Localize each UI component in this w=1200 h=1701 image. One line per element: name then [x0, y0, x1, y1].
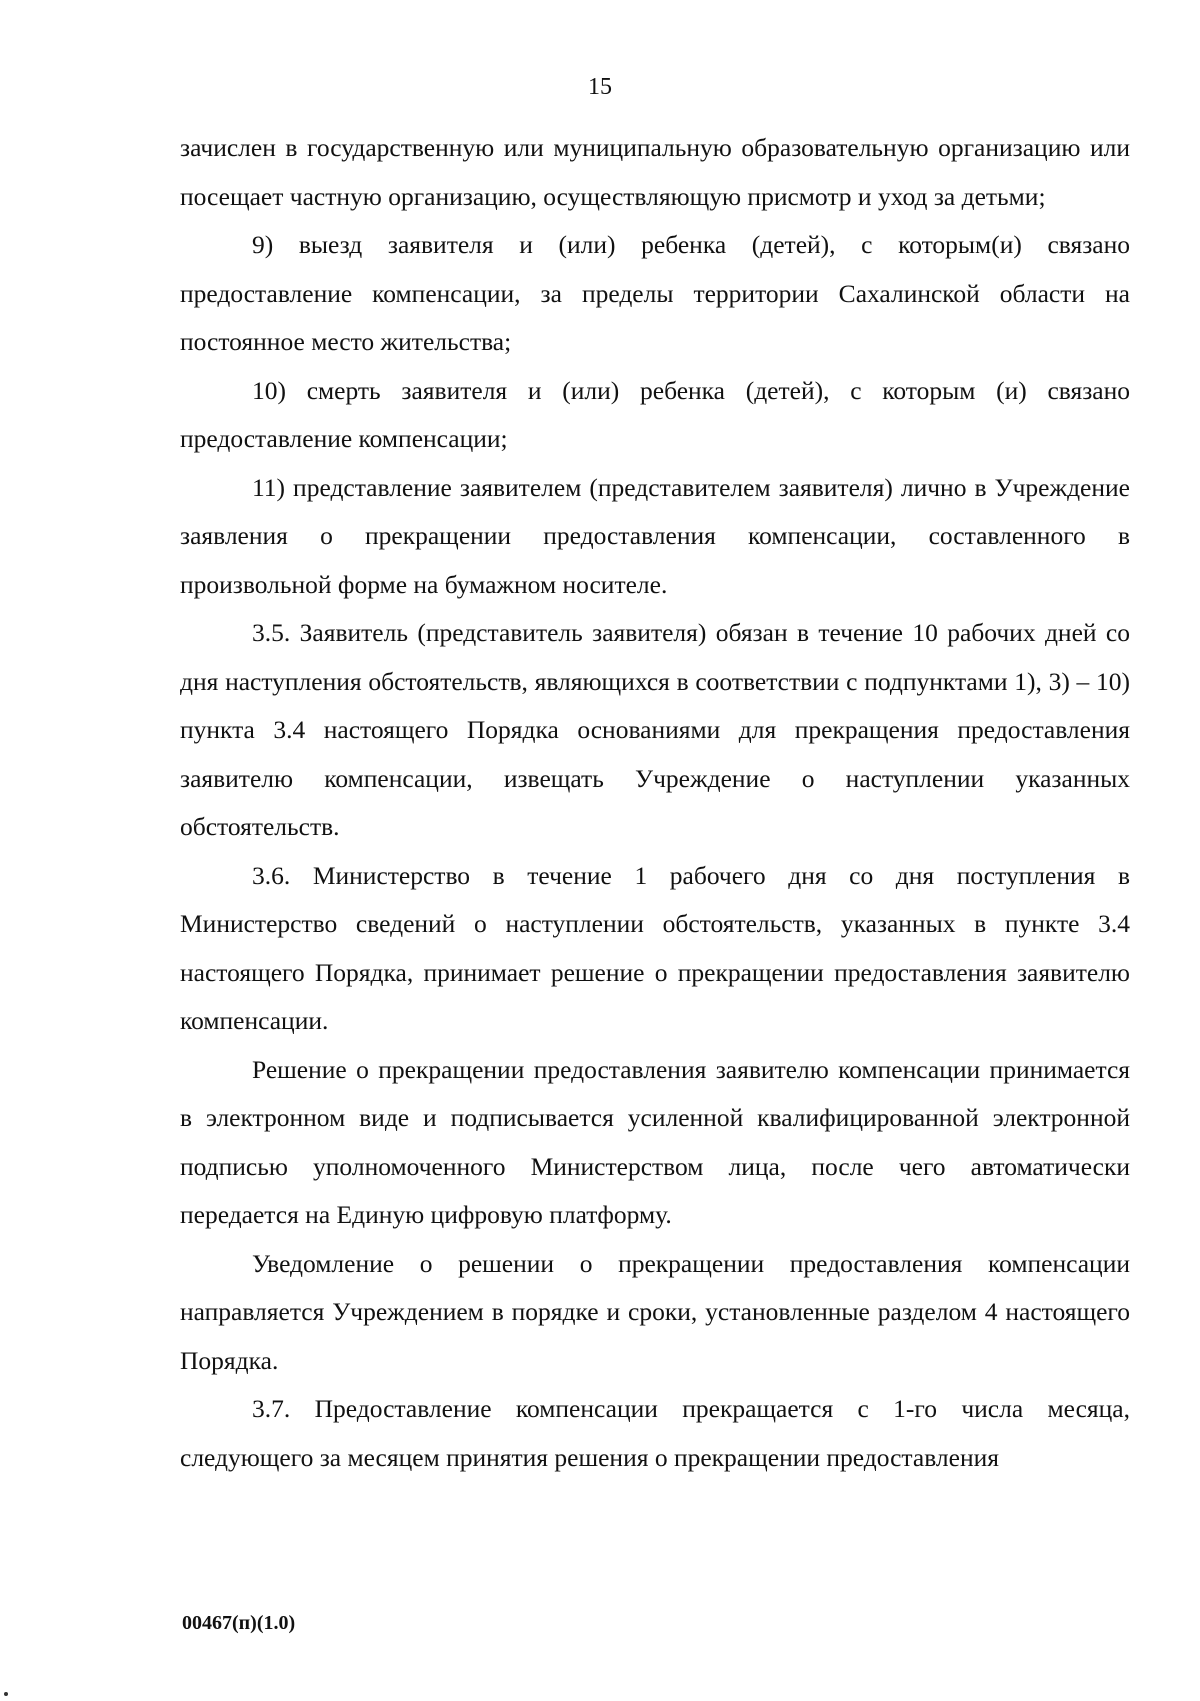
paragraph-decision: Решение о прекращении предоставления заявителю компенсации принимается в электронном виде и подписывается усиленной квалифицированной электронной подписью уполномоченного Министерством лица, после чего автоматически передается на Единую цифровую платформу. — [180, 1054, 1130, 1229]
paragraph-3-6: 3.6. Министерство в течение 1 рабочего дня со дня поступления в Министерство сведений о наступлении обстоятельств, указанных в пункте 3.4 настоящего Порядка, принимает решение о прекращении предоставления заявителю компенсации. — [180, 860, 1130, 1035]
document-body — [180, 124, 1130, 1482]
paragraph-3-7: 3.7. Предоставление компенсации прекращается с 1-го числа месяца, следующего за месяцем принятия решения о прекращении предоставления — [180, 1394, 1130, 1472]
paragraph-item-11: 11) представление заявителем (представителем заявителя) лично в Учреждение заявления о прекращении предоставления компенсации, составленного в произвольной форме на бумажном носителе. — [180, 472, 1130, 599]
paragraph-item-9: 9) выезд заявителя и (или) ребенка (детей), с которым(и) связано предоставление компенсации, за пределы территории Сахалинской области на постоянное место жительства; — [180, 230, 1130, 356]
paragraph-item-10: 10) смерть заявителя и (или) ребенка (детей), с которым (и) связано предоставление компенсации; — [180, 375, 1130, 453]
scan-mark — [4, 1692, 8, 1696]
paragraph-notification: Уведомление о решении о прекращении предоставления компенсации направляется Учреждением в порядке и сроки, установленные разделом 4 настоящего Порядка. — [180, 1248, 1130, 1375]
document-code: 00467(п)(1.0) — [182, 1612, 296, 1634]
paragraph-3-5: 3.5. Заявитель (представитель заявителя) обязан в течение 10 рабочих дней со дня наступления обстоятельств, являющихся в соответствии с подпунктами 1), 3) – 10) пункта 3.4 настоящего Порядка основаниями для прекращения предоставления заявителю компенсации, извещать Учреждение о наступлении указанных обстоятельств. — [180, 618, 1130, 841]
page-number: 15 — [588, 74, 612, 100]
paragraph-continuation: зачислен в государственную или муниципальную образовательную организацию или посещает частную организацию, осуществляющую присмотр и уход за детьми; — [180, 133, 1130, 211]
